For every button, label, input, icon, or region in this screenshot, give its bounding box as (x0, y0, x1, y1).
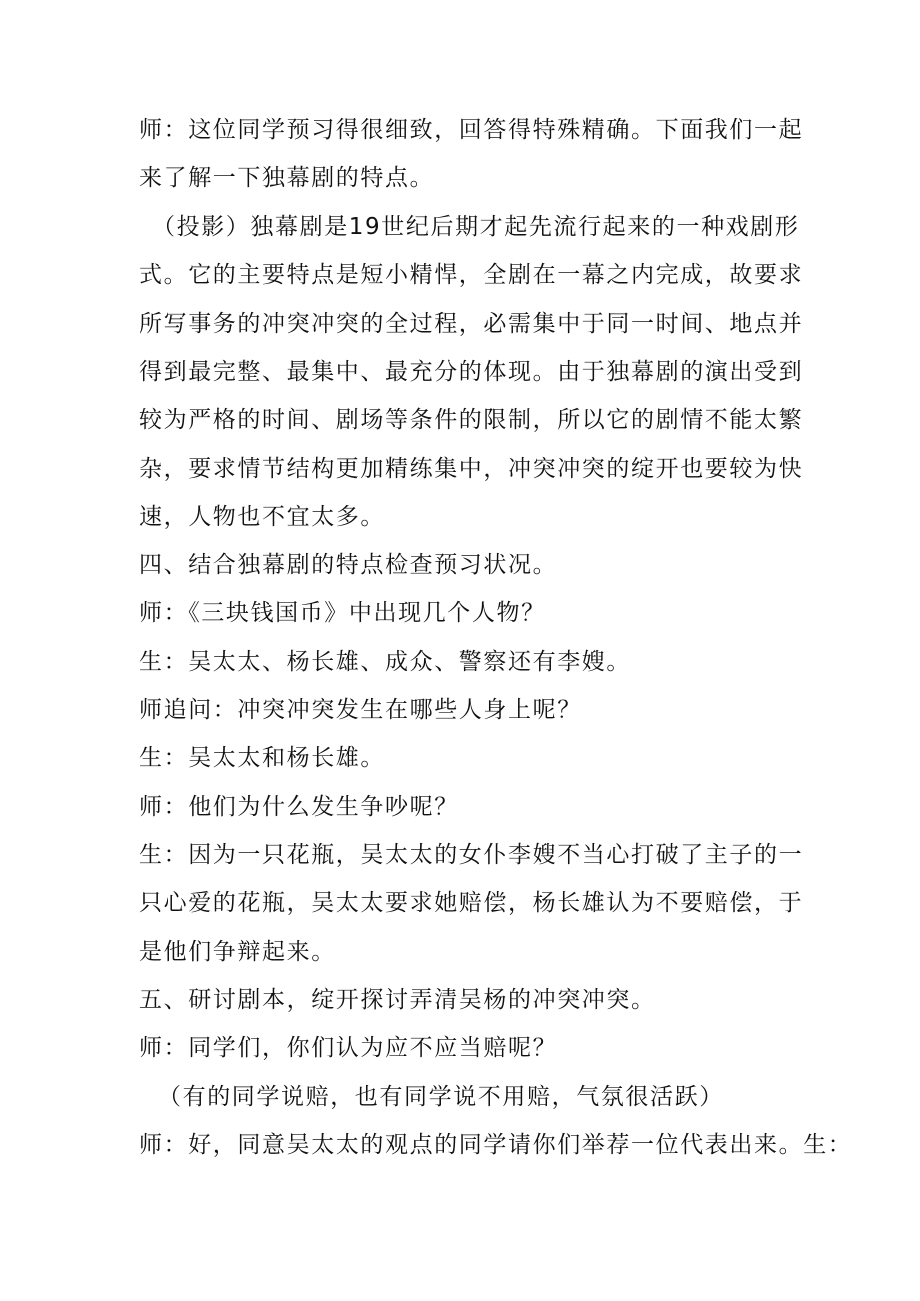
text-line-15: 师：他们为什么发生争吵呢？ (139, 794, 459, 820)
text-line-17: 只心爱的花瓶，吴太太要求她赔偿，杨长雄认为不要赔偿，于 (139, 890, 804, 916)
text-line-16: 生：因为一只花瓶，吴太太的女仆李嫂不当心打破了主子的一 (139, 842, 804, 868)
text-line-11: 师：《三块钱国币》中出现几个人物？ (139, 600, 546, 626)
text-line-2: 来了解一下独幕剧的特点。 (139, 165, 435, 191)
text-line-4: 式。它的主要特点是短小精悍，全剧在一幕之内完成，故要求 (139, 262, 804, 288)
text-line-22: 师：好，同意吴太太的观点的同学请你们举荐一位代表出来。生： (139, 1132, 853, 1158)
text-line-10: 四、结合独幕剧的特点检查预习状况。 (139, 552, 558, 578)
text-line-3: （投影）独幕剧是19世纪后期才起先流行起来的一种戏剧形 (152, 214, 800, 240)
text-line-9: 速，人物也不宜太多。 (139, 504, 385, 530)
text-line-20: 师：同学们，你们认为应不应当赔呢？ (139, 1035, 558, 1061)
text-line-1: 师：这位同学预习得很细致，回答得特殊精确。下面我们一起 (139, 117, 804, 143)
text-line-18: 是他们争辩起来。 (139, 939, 336, 965)
text-line-14: 生：吴太太和杨长雄。 (139, 745, 385, 771)
text-line-8: 杂，要求情节结构更加精练集中，冲突冲突的绽开也要较为快 (139, 456, 804, 482)
text-line-13: 师追问：冲突冲突发生在哪些人身上呢？ (139, 697, 582, 723)
text-line-12: 生：吴太太、杨长雄、成众、警察还有李嫂。 (139, 649, 631, 675)
text-line-6: 得到最完整、最集中、最充分的体现。由于独幕剧的演出受到 (139, 359, 804, 385)
text-line-21: （有的同学说赔，也有同学说不用赔，气氛很活跃） (158, 1084, 724, 1110)
text-line-19: 五、研讨剧本，绽开探讨弄清吴杨的冲突冲突。 (139, 987, 656, 1013)
text-line-5: 所写事务的冲突冲突的全过程，必需集中于同一时间、地点并 (139, 311, 804, 337)
text-line-7: 较为严格的时间、剧场等条件的限制，所以它的剧情不能太繁 (139, 407, 804, 433)
